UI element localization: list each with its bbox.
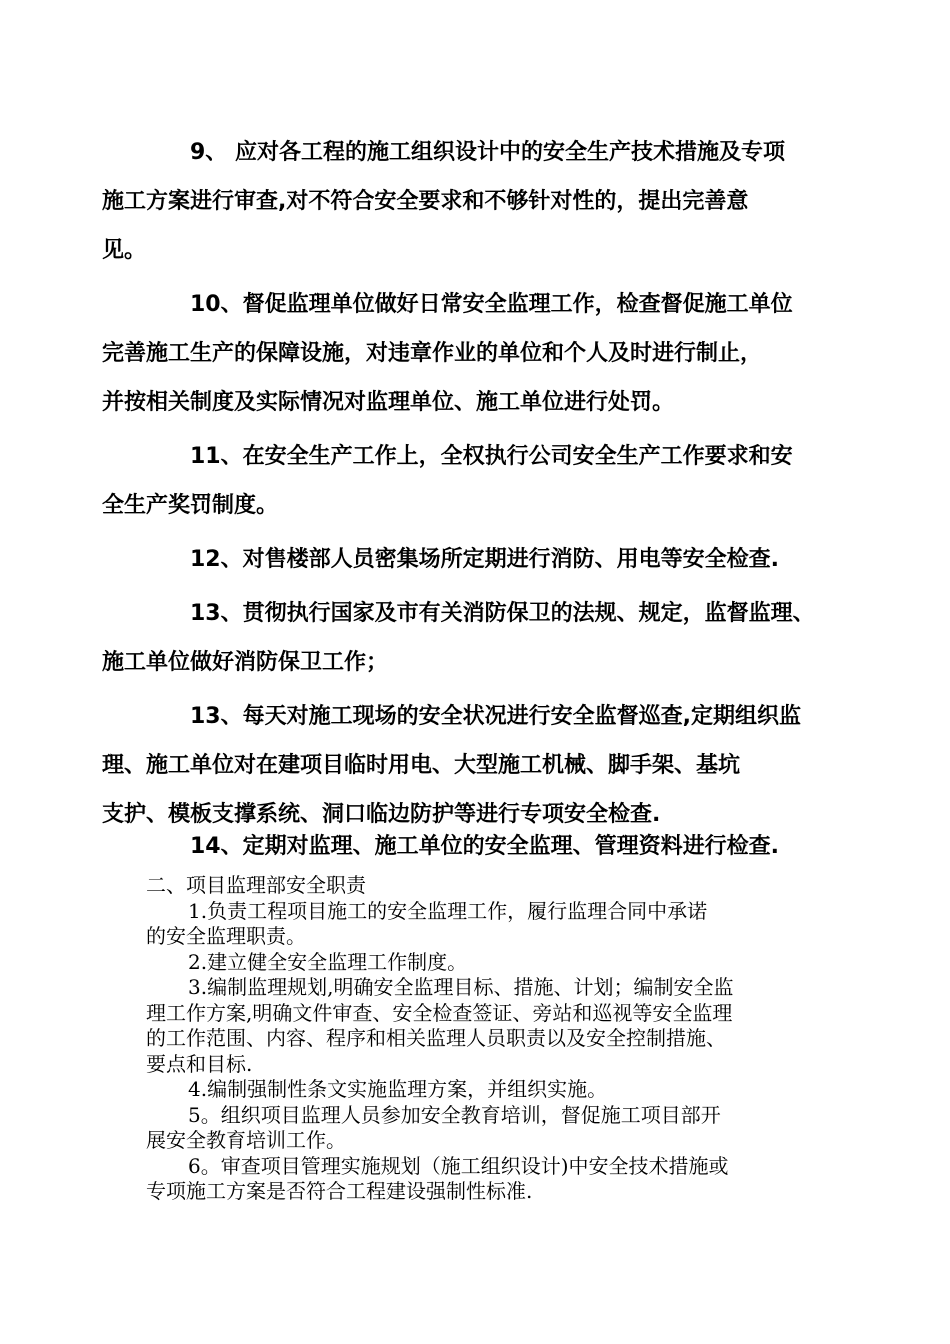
duty-item-1	[146, 899, 816, 950]
paragraph-12	[146, 535, 816, 584]
text-line: 施工单位做好消防保卫工作；	[102, 650, 389, 675]
text-line: 并按相关制度及实际情况对监理单位、施工单位进行处罚。	[102, 390, 675, 415]
text-line: 6。审查项目管理实施规划（施工组织设计)中安全技术措施或	[188, 1153, 729, 1178]
text-line: 专项施工方案是否符合工程建设强制性标准.	[146, 1179, 533, 1203]
text-line: 支护、模板支撑系统、洞口临边防护等进行专项安全检查.	[102, 802, 661, 827]
duty-item-2	[146, 950, 816, 976]
text-line: 3.编制监理规划,明确安全监理目标、措施、计划；编制安全监	[188, 975, 734, 999]
paragraph-11	[102, 432, 816, 530]
text-line: 13、贯彻执行国家及市有关消防保卫的法规、规定，监督监理、	[190, 601, 815, 626]
responsibility-list	[102, 128, 816, 844]
duty-item-3	[146, 975, 816, 1077]
paragraph-10	[102, 280, 816, 427]
text-line: 理、施工单位对在建项目临时用电、大型施工机械、脚手架、基坑	[102, 753, 741, 778]
text-line: 11、在安全生产工作上，全权执行公司安全生产工作要求和安	[190, 444, 793, 469]
text-line: 12、对售楼部人员密集场所定期进行消防、用电等安全检查.	[190, 547, 779, 572]
text-line: 5。组织项目监理人员参加安全教育培训，督促施工项目部开	[188, 1102, 721, 1127]
text-line: 13、每天对施工现场的安全状况进行安全监督巡查,定期组织监	[190, 704, 801, 729]
paragraph-14: 14、定期对监理、施工单位的安全监理、管理资料进行检查.	[190, 834, 779, 859]
text-line: 2.建立健全安全监理工作制度。	[188, 949, 468, 974]
supervision-duties-section	[146, 873, 816, 1205]
text-line: 施工方案进行审查,对不符合安全要求和不够针对性的，提出完善意	[102, 189, 749, 214]
paragraph-9	[102, 128, 816, 275]
text-line: 要点和目标.	[146, 1051, 253, 1076]
text-line: 见。	[102, 238, 147, 263]
text-line: 展安全教育培训工作。	[146, 1128, 346, 1152]
text-line: 4.编制强制性条文实施监理方案，并组织实施。	[188, 1077, 608, 1101]
text-line: 的工作范围、内容、程序和相关监理人员职责以及安全控制措施、	[146, 1026, 726, 1050]
text-line: 完善施工生产的保障设施，对违章作业的单位和个人及时进行制止，	[102, 341, 763, 366]
text-line: 9、 应对各工程的施工组织设计中的安全生产技术措施及专项	[190, 140, 785, 165]
text-line: 1.负责工程项目施工的安全监理工作，履行监理合同中承诺	[188, 898, 708, 923]
text-line: 的安全监理职责。	[146, 924, 306, 948]
duty-item-4	[146, 1077, 816, 1103]
text-line: 10、督促监理单位做好日常安全监理工作，检查督促施工单位	[190, 292, 793, 317]
duty-item-6	[146, 1154, 816, 1205]
text-line: 全生产奖罚制度。	[102, 493, 279, 518]
text-line: 理工作方案,明确文件审查、安全检查签证、旁站和巡视等安全监理	[146, 1000, 733, 1025]
paragraph-13b	[102, 692, 816, 839]
paragraph-13a	[102, 589, 816, 687]
section-heading: 二、项目监理部安全职责	[146, 873, 366, 897]
duty-item-5	[146, 1103, 816, 1154]
